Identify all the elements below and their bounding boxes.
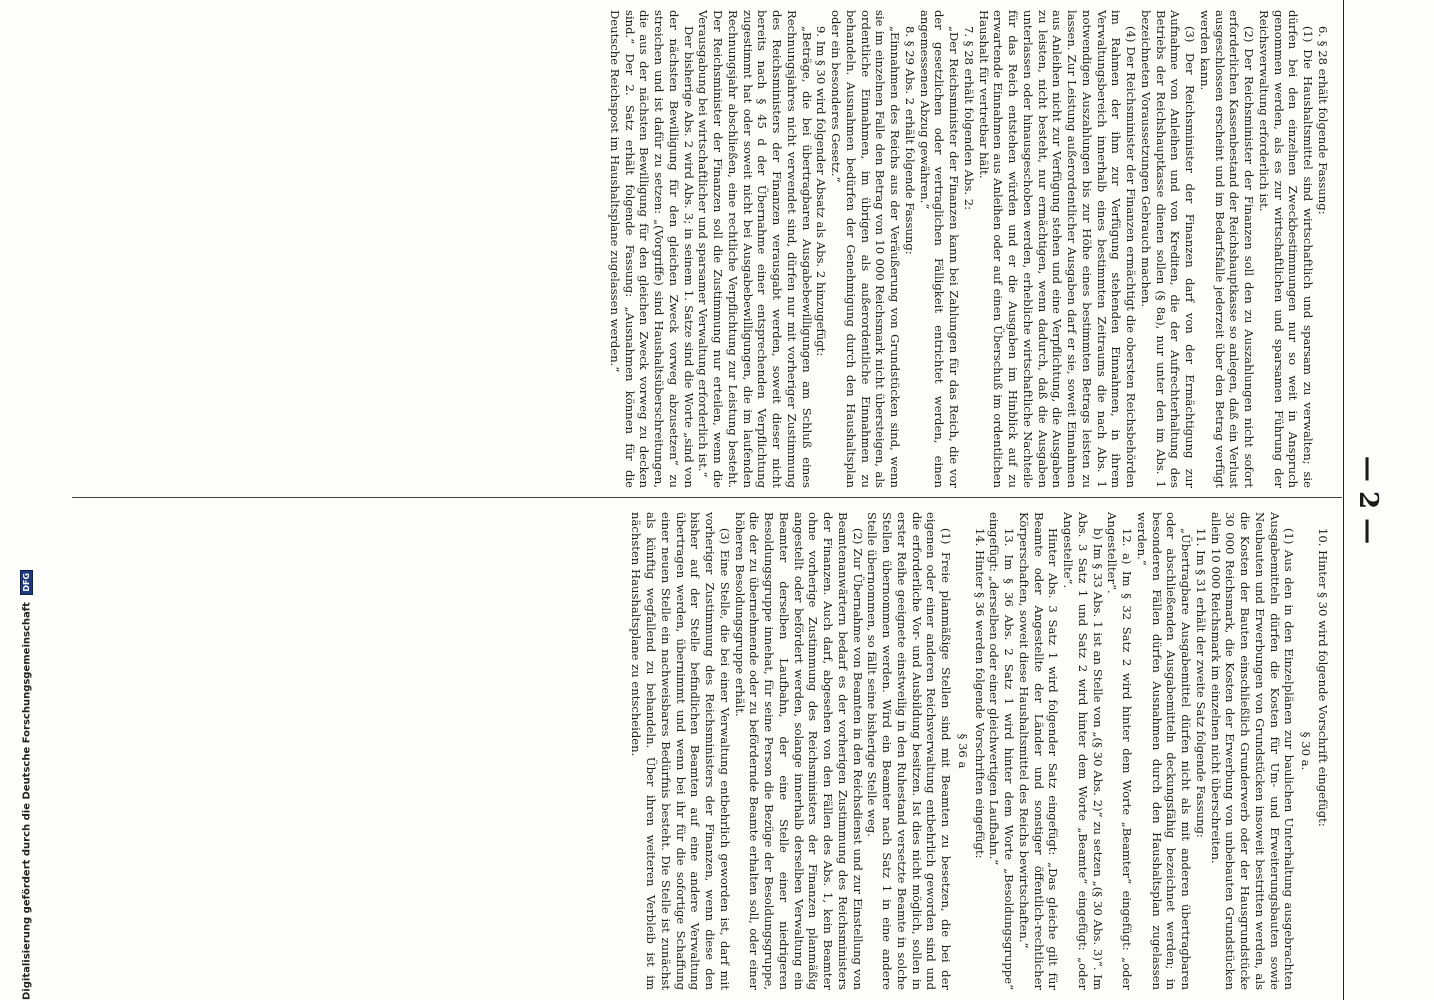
paragraph: „Der Reichsminister der Finanzen kann bei Zahlungen für das Reich, die vor der gesetzlichen oder vertraglichen Fälligkeit entrichtet werden, einen angemessenen Abzug gewähren.“ xyxy=(917,10,962,488)
paragraph: 6. § 28 erhält folgende Fassung: xyxy=(1316,26,1330,215)
paragraph: (3) Der Reichsminister der Finanzen darf von der Ermächtigung zur Aufnahme von Anleihen und von Krediten, die der Aufrechterhaltung des Betriebs der Reichshauptkasse dienen sollen (§ 8a), nur unter den im Abs. 1 bezeichneten Voraussetzungen Gebrauch machen. xyxy=(1139,10,1198,488)
column-divider xyxy=(72,497,1342,498)
paragraph: b) Im § 33 Abs. 1 ist an Stelle von „(§ 30 Abs. 2)“ zu setzen „(§ 30 Abs. 3)“. Im Abs. 3 Satz 1 und Satz 2 wird hinter dem Worte „Beamte“ eingefügt: „oder Angestellte“. xyxy=(1061,512,1105,990)
paragraph: 11. Im § 31 erhält der zweite Satz folgende Fassung: xyxy=(1194,528,1208,838)
paragraph: (3) Eine Stelle, die bei einer Verwaltung entbehrlich geworden ist, darf mit vorheriger Zustimmung des Reichsministers der Finanzen, wenn diese den bisher auf der Stelle befindlichen Beamten auf eine andere Verwaltung übertragen werden, übernimmt und wenn bei ihr für die sofortige Schaffung einer neuen Stelle ein nachweisbares Bedürfnis besteht. Die Stelle ist zunächst als künftig wegfallend zu behandeln. Über ihren weiteren Verbleib ist im nächsten Haushaltsplane zu entscheiden. xyxy=(629,512,732,990)
section-heading: § 30 a. xyxy=(1299,731,1314,771)
paragraph: (2) Zur Übernahme von Beamten in den Reichsdienst und zur Einstellung von Beamtenanwärtern bedarf es der vorherigen Zustimmung des Reichsministers der Finanzen. Auch darf, abgesehen von den Fällen des Abs. 1, kein Beamter ohne vorherige Zustimmung des Reichsministers der Finanzen planmäßig angestellt oder befördert werden, solange innerhalb derselben Verwaltung ein Beamter derselben Laufbahn, der eine Stelle einer niedrigeren Besoldungsgruppe innehat, für seine Person die Bezüge der Besoldungsgruppe, die der zu übernehmende oder zu befördernde Beamte erhalten soll, oder einer höheren Besoldungsgruppe erhält. xyxy=(732,512,865,990)
paragraph: (1) Freie planmäßige Stellen sind mit Beamten zu besetzen, die bei der eigenen oder einer anderen Reichsverwaltung entbehrlich geworden sind und die erforderliche Vor- und Ausbildung besitzen. Ist dies nicht möglich, sollen in erster Reihe geeignete einstweilig in den Ruhestand versetzte Beamte in solche Stellen übernommen werden. Wird ein Beamter nach Satz 1 in eine andere Stelle übernommen, so fällt seine bisherige Stelle weg. xyxy=(865,512,954,990)
paragraph: 8. § 29 Abs. 2 erhält folgende Fassung: xyxy=(903,26,917,255)
paragraph: 14. Hinter § 36 werden folgende Vorschriften eingefügt: xyxy=(972,528,987,859)
paragraph: 9. Im § 30 wird folgender Absatz als Abs. 2 hinzugefügt: xyxy=(814,26,829,357)
paragraph: „Übertragbare Ausgabemittel dürfen nicht als mit anderen übertragbaren oder abschließenden Ausgabemitteln deckungsfähig bezeichnet werden; in besonderen Fällen dürfen Ausnahmen durch den Haushaltsplan zugelassen werden.“ xyxy=(1135,512,1194,990)
right-column xyxy=(70,512,1330,990)
paragraph: „Einnahmen des Reichs aus der Veräußerung von Grundstücken sind, wenn sie im einzelnen Falle den Betrag von 10 000 Reichsmark nicht übersteigen, als ordentliche Einnahmen, im übrigen als außerordentliche Einnahmen zu behandeln. Ausnahmen bedürfen der Genehmigung durch den Haushaltsplan oder ein besonderes Gesetz.“ xyxy=(829,10,903,488)
paragraph: „Beträge, die bei übertragbaren Ausgabebewilligungen am Schluß eines Rechnungsjahres nicht verwendet sind, dürfen nur mit vorheriger Zustimmung des Reichsministers der Finanzen verausgabt werden, soweit dieser nicht bereits nach § 45 d der Übernahme einer entsprechenden Verpflichtung zugestimmt hat oder soweit nicht bei Ausgabebewilligungen, die im laufenden Rechnungsjahr abschließen, eine rechtliche Verpflichtung zur Leistung besteht. Der Reichsminister der Finanzen soll die Zustimmung nur erteilen, wenn die Verausgabung bei wirtschaftlicher und sparsamer Verwaltung erforderlich ist.“ xyxy=(696,10,814,488)
paragraph: 7. § 28 erhält folgenden Abs. 2: xyxy=(962,26,976,211)
section-heading: § 36 a xyxy=(956,733,970,769)
paragraph: 10. Hinter § 30 wird folgende Vorschrift eingefügt: xyxy=(1316,528,1330,827)
paragraph: 12. a) Im § 32 Satz 2 wird hinter dem Worte „Beamter“ eingefügt: „oder Angestellter“. xyxy=(1105,512,1135,990)
credit-text: Digitalisierung gefördert durch die Deutsche Forschungsgemeinschaft xyxy=(21,602,33,1000)
paragraph: (1) Aus den in den Einzelplänen zur baulichen Unterhaltung ausgebrachten Ausgabemitteln dürfen die Kosten für Um- und Erweiterungsbauten sowie Neubauten und Erwerbungen von Grundstücken insoweit bestritten werden, als die Kosten der Bauten einschließlich Grunderwerb oder der Hausgrundstücke 30 000 Reichsmark, die Kosten der Erwerbung von unbebauten Grundstücken allein 10 000 Reichsmark im einzelnen nicht überschreiten. xyxy=(1208,512,1297,990)
paragraph: 13. Im § 36 Abs. 2 Satz 1 wird hinter dem Worte „Besoldungsgruppe“ eingefügt: „derselben oder einer gleichwertigen Laufbahn.“ xyxy=(987,512,1017,990)
left-column xyxy=(70,10,1330,488)
header-rule xyxy=(1343,0,1344,1000)
paragraph: Hinter Abs. 3 Satz 1 wird folgender Satz eingefügt: „Das gleiche gilt für Beamte oder Angestellte der Länder und sonstiger öffentlich-rechtlicher Körperschaften, soweit diese Haushaltsmittel des Reichs bewirtschaften.“ xyxy=(1017,512,1061,990)
paragraph: (1) Die Haushaltsmittel sind wirtschaftlich und sparsam zu verwalten; sie dürfen bei den einzelnen Zweckbestimmungen nur so weit in Anspruch genommen werden, als es zur wirtschaftlichen und sparsamen Führung der Reichsverwaltung erforderlich ist. xyxy=(1257,10,1316,488)
paragraph: (2) Der Reichsminister der Finanzen soll den zu Auszahlungen nicht sofort erforderlichen Kassenbestand der Reichshauptkasse so anlegen, daß ein Verlust ausgeschlossen erscheint und im Bedarfsfalle jederzeit über den Betrag verfügt werden kann. xyxy=(1198,10,1257,488)
paragraph: Der bisherige Abs. 2 wird Abs. 3; in seinem 1. Satze sind die Worte „sind von der nächsten Bewilligung für den gleichen Zweck vorweg abzusetzen“ zu streichen und ist dafür zu setzen: „(Vorgriffe) sind Haushaltsüberschreitungen, die aus der nächsten Bewilligung für den gleichen Zweck vorweg zu decken sind.“ Der 2. Satz erhält folgende Fassung: „Ausnahmen können für die Deutsche Reichspost im Haushaltsplane zugelassen werden.“ xyxy=(608,10,696,488)
page-number: — 2 — xyxy=(1353,455,1383,545)
dfg-logo: DFG xyxy=(20,570,33,595)
paragraph: (4) Der Reichsminister der Finanzen ermächtigt die obersten Reichsbehörden im Rahmen der ihm zur Verfügung stehenden Einnahmen, in ihrem Verwaltungsbereich innerhalb eines bestimmten Zeitraums die nach Abs. 1 notwendigen Auszahlungen bis zur Höhe eines bestimmten Betrags leisten zu lassen. Zur Leistung außerordentlicher Ausgaben darf er sie, soweit Einnahmen aus Anleihen nicht zur Verfügung stehen und eine Verpflichtung, die Ausgaben zu leisten, nicht besteht, nur ermächtigen, wenn dadurch, daß die Ausgaben unterlassen oder hinausgeschoben werden, erhebliche wirtschaftliche Nachteile für das Reich entstehen würden und er die Ausgaben im Hinblick auf zu erwartende Einnahmen aus Anleihen oder auf einen Überschuß im ordentlichen Haushalt für vertretbar hält. xyxy=(976,10,1139,488)
